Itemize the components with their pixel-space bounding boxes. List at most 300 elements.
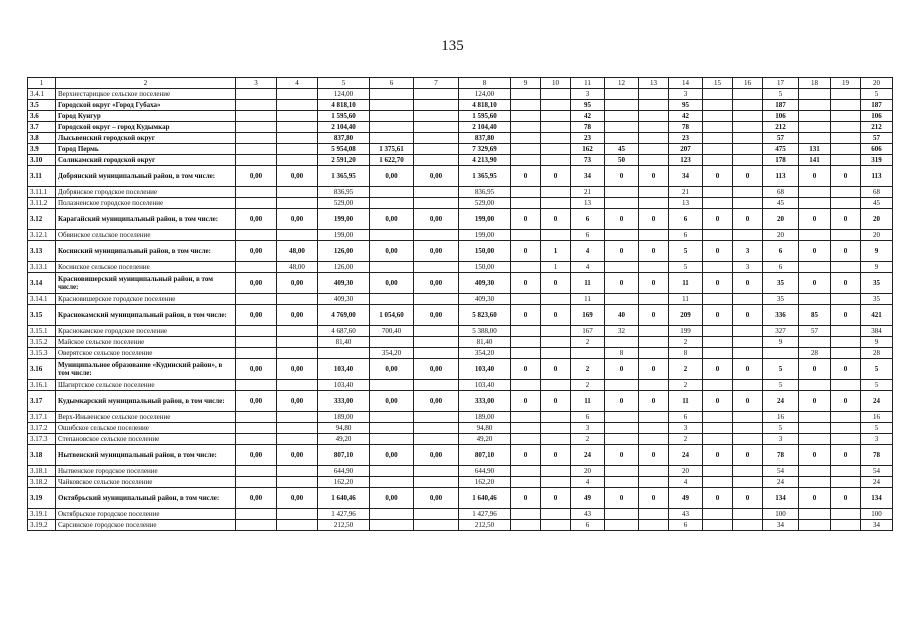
value-cell (703, 89, 733, 100)
value-cell (236, 434, 277, 445)
value-cell: 45 (605, 144, 639, 155)
row-name-cell: Городской округ «Город Губаха» (56, 100, 236, 111)
value-cell (605, 423, 639, 434)
value-cell: 199,00 (318, 209, 370, 230)
value-cell (370, 477, 414, 488)
header-cell: 8 (459, 78, 511, 89)
value-cell: 9 (763, 337, 799, 348)
value-cell: 113 (861, 166, 893, 187)
row-code-cell: 3.17 (28, 391, 56, 412)
value-cell (799, 380, 831, 391)
value-cell: 0 (733, 166, 763, 187)
value-cell (703, 337, 733, 348)
value-cell (277, 198, 318, 209)
row-name-cell: Верхнестарицкое сельское поселение (56, 89, 236, 100)
row-code-cell: 3.17.1 (28, 412, 56, 423)
value-cell (605, 337, 639, 348)
value-cell (831, 412, 861, 423)
row-name-cell: Соликамский городской округ (56, 155, 236, 166)
value-cell (277, 89, 318, 100)
value-cell: 0,00 (414, 241, 459, 262)
row-code-cell: 3.6 (28, 111, 56, 122)
value-cell (511, 133, 541, 144)
value-cell: 0 (541, 359, 571, 380)
row-code-cell: 3.19 (28, 488, 56, 509)
row-code-cell: 3.14 (28, 273, 56, 294)
table-row (28, 198, 893, 209)
value-cell: 0 (511, 209, 541, 230)
value-cell (703, 326, 733, 337)
value-cell: 6 (763, 241, 799, 262)
value-cell: 5 954,08 (318, 144, 370, 155)
value-cell (639, 122, 669, 133)
value-cell (703, 466, 733, 477)
value-cell: 409,30 (459, 273, 511, 294)
value-cell (318, 348, 370, 359)
value-cell (733, 144, 763, 155)
value-cell: 0 (605, 445, 639, 466)
value-cell (414, 466, 459, 477)
value-cell: 2 (571, 434, 605, 445)
value-cell (511, 348, 541, 359)
header-row (28, 78, 893, 89)
table-row (28, 305, 893, 326)
value-cell: 0 (733, 359, 763, 380)
value-cell: 43 (669, 509, 703, 520)
row-code-cell: 3.18 (28, 445, 56, 466)
value-cell (733, 412, 763, 423)
value-cell: 0 (541, 445, 571, 466)
table-row (28, 445, 893, 466)
value-cell: 0 (799, 209, 831, 230)
value-cell (370, 294, 414, 305)
value-cell: 0,00 (236, 391, 277, 412)
value-cell (541, 198, 571, 209)
value-cell: 0 (605, 359, 639, 380)
row-name-cell: Ошибское сельское поселение (56, 423, 236, 434)
value-cell: 94,80 (318, 423, 370, 434)
value-cell: 0 (639, 305, 669, 326)
value-cell: 2 (571, 380, 605, 391)
row-code-cell: 3.17.3 (28, 434, 56, 445)
value-cell (703, 100, 733, 111)
value-cell (511, 434, 541, 445)
value-cell: 0 (541, 209, 571, 230)
value-cell (541, 144, 571, 155)
value-cell: 141 (799, 155, 831, 166)
value-cell (236, 348, 277, 359)
row-code-cell: 3.7 (28, 122, 56, 133)
value-cell: 24 (763, 391, 799, 412)
value-cell: 0 (605, 488, 639, 509)
value-cell (277, 294, 318, 305)
value-cell (639, 434, 669, 445)
value-cell: 606 (861, 144, 893, 155)
value-cell: 150,00 (459, 241, 511, 262)
header-cell: 2 (56, 78, 236, 89)
value-cell: 3 (669, 89, 703, 100)
value-cell: 6 (571, 209, 605, 230)
row-code-cell: 3.16 (28, 359, 56, 380)
value-cell: 0,00 (236, 273, 277, 294)
value-cell (799, 230, 831, 241)
value-cell: 0 (733, 305, 763, 326)
value-cell (414, 122, 459, 133)
value-cell (831, 262, 861, 273)
value-cell: 0,00 (236, 166, 277, 187)
row-code-cell: 3.5 (28, 100, 56, 111)
value-cell (236, 111, 277, 122)
table-row (28, 122, 893, 133)
value-cell: 57 (861, 133, 893, 144)
row-name-cell: Нытвенское городское поселение (56, 466, 236, 477)
value-cell: 209 (669, 305, 703, 326)
value-cell: 0 (733, 391, 763, 412)
value-cell: 1 375,61 (370, 144, 414, 155)
value-cell (511, 337, 541, 348)
value-cell (831, 348, 861, 359)
value-cell: 3 (571, 423, 605, 434)
value-cell: 100 (861, 509, 893, 520)
value-cell: 0,00 (277, 273, 318, 294)
value-cell: 0 (511, 273, 541, 294)
value-cell: 3 (669, 423, 703, 434)
value-cell (605, 509, 639, 520)
value-cell: 106 (763, 111, 799, 122)
value-cell: 0,00 (277, 445, 318, 466)
value-cell: 2 (669, 380, 703, 391)
value-cell (414, 434, 459, 445)
row-code-cell: 3.13 (28, 241, 56, 262)
value-cell: 189,00 (318, 412, 370, 423)
value-cell: 333,00 (318, 391, 370, 412)
value-cell (733, 294, 763, 305)
value-cell: 0 (639, 273, 669, 294)
value-cell (414, 326, 459, 337)
header-cell: 11 (571, 78, 605, 89)
value-cell (799, 434, 831, 445)
value-cell: 49 (571, 488, 605, 509)
value-cell (541, 520, 571, 531)
value-cell: 837,80 (318, 133, 370, 144)
value-cell (799, 294, 831, 305)
value-cell: 0 (703, 445, 733, 466)
value-cell (733, 380, 763, 391)
value-cell (799, 122, 831, 133)
value-cell: 212,50 (318, 520, 370, 531)
value-cell (414, 262, 459, 273)
row-name-cell: Майское сельское поселение (56, 337, 236, 348)
value-cell: 1 595,60 (459, 111, 511, 122)
value-cell: 134 (763, 488, 799, 509)
value-cell: 81,40 (318, 337, 370, 348)
value-cell (277, 509, 318, 520)
table-row (28, 488, 893, 509)
table-row (28, 337, 893, 348)
value-cell (277, 111, 318, 122)
value-cell (733, 230, 763, 241)
value-cell: 2 591,20 (318, 155, 370, 166)
value-cell (277, 122, 318, 133)
value-cell (831, 187, 861, 198)
value-cell: 0 (703, 488, 733, 509)
value-cell: 644,90 (459, 466, 511, 477)
table-row (28, 230, 893, 241)
row-code-cell: 3.18.2 (28, 477, 56, 488)
value-cell: 0 (703, 241, 733, 262)
value-cell (639, 477, 669, 488)
value-cell: 0,00 (277, 391, 318, 412)
value-cell: 13 (571, 198, 605, 209)
value-cell: 6 (763, 262, 799, 273)
value-cell: 0 (831, 445, 861, 466)
value-cell (414, 144, 459, 155)
value-cell (541, 423, 571, 434)
value-cell: 1 640,46 (459, 488, 511, 509)
value-cell: 34 (763, 520, 799, 531)
value-cell: 0,00 (236, 305, 277, 326)
value-cell: 123 (669, 155, 703, 166)
value-cell: 0,00 (236, 209, 277, 230)
value-cell: 81,40 (459, 337, 511, 348)
value-cell (414, 423, 459, 434)
value-cell (370, 423, 414, 434)
value-cell (733, 326, 763, 337)
value-cell: 0 (511, 305, 541, 326)
table-row (28, 209, 893, 230)
value-cell (277, 348, 318, 359)
value-cell: 3 (861, 434, 893, 445)
value-cell: 333,00 (459, 391, 511, 412)
table-row (28, 155, 893, 166)
value-cell: 319 (861, 155, 893, 166)
value-cell: 8 (669, 348, 703, 359)
value-cell (541, 294, 571, 305)
value-cell (799, 337, 831, 348)
value-cell (605, 434, 639, 445)
value-cell (831, 294, 861, 305)
value-cell (236, 509, 277, 520)
value-cell: 0,00 (414, 445, 459, 466)
row-name-cell: Город Кунгур (56, 111, 236, 122)
table-row (28, 187, 893, 198)
value-cell (236, 230, 277, 241)
table-row (28, 89, 893, 100)
value-cell (236, 100, 277, 111)
value-cell (414, 294, 459, 305)
value-cell (831, 434, 861, 445)
value-cell: 212,50 (459, 520, 511, 531)
value-cell: 0 (639, 445, 669, 466)
value-cell: 384 (861, 326, 893, 337)
row-code-cell: 3.19.1 (28, 509, 56, 520)
value-cell: 0 (799, 241, 831, 262)
value-cell: 0 (799, 166, 831, 187)
value-cell: 34 (669, 166, 703, 187)
value-cell: 28 (861, 348, 893, 359)
value-cell: 189,00 (459, 412, 511, 423)
data-table (27, 77, 893, 531)
value-cell: 162,20 (318, 477, 370, 488)
value-cell (414, 89, 459, 100)
value-cell (831, 509, 861, 520)
value-cell (799, 111, 831, 122)
value-cell: 0 (733, 445, 763, 466)
value-cell (639, 466, 669, 477)
table-row (28, 520, 893, 531)
row-code-cell: 3.11.2 (28, 198, 56, 209)
row-name-cell: Городской округ – город Кудымкар (56, 122, 236, 133)
value-cell: 0 (831, 359, 861, 380)
value-cell: 0 (799, 488, 831, 509)
value-cell: 48,00 (277, 241, 318, 262)
value-cell: 1 054,60 (370, 305, 414, 326)
row-name-cell: Добрянский муниципальный район, в том числе: (56, 166, 236, 187)
row-name-cell: Чайковское сельское поселение (56, 477, 236, 488)
value-cell: 100 (763, 509, 799, 520)
value-cell (414, 111, 459, 122)
value-cell (733, 520, 763, 531)
value-cell (236, 412, 277, 423)
value-cell: 169 (571, 305, 605, 326)
value-cell: 0 (639, 166, 669, 187)
value-cell: 103,40 (318, 380, 370, 391)
value-cell (511, 111, 541, 122)
value-cell: 45 (763, 198, 799, 209)
value-cell: 700,40 (370, 326, 414, 337)
table-row (28, 273, 893, 294)
value-cell (511, 230, 541, 241)
value-cell: 34 (861, 520, 893, 531)
value-cell: 49,20 (318, 434, 370, 445)
value-cell: 0 (541, 391, 571, 412)
value-cell: 0,00 (236, 241, 277, 262)
value-cell (236, 89, 277, 100)
value-cell: 7 329,69 (459, 144, 511, 155)
value-cell (511, 100, 541, 111)
value-cell: 73 (571, 155, 605, 166)
value-cell (639, 187, 669, 198)
value-cell: 2 (669, 337, 703, 348)
value-cell: 54 (861, 466, 893, 477)
row-name-cell: Октябрьский муниципальный район, в том числе: (56, 488, 236, 509)
value-cell (831, 326, 861, 337)
value-cell: 5 (763, 359, 799, 380)
row-code-cell: 3.13.1 (28, 262, 56, 273)
value-cell (733, 198, 763, 209)
value-cell (639, 326, 669, 337)
value-cell (639, 380, 669, 391)
value-cell: 4 (571, 241, 605, 262)
value-cell (799, 133, 831, 144)
value-cell: 6 (571, 412, 605, 423)
value-cell: 4 (571, 477, 605, 488)
value-cell: 5 (861, 359, 893, 380)
value-cell: 0,00 (414, 359, 459, 380)
value-cell (370, 133, 414, 144)
value-cell: 0,00 (236, 488, 277, 509)
value-cell (831, 89, 861, 100)
value-cell (541, 89, 571, 100)
value-cell (831, 155, 861, 166)
value-cell: 836,95 (318, 187, 370, 198)
table-row (28, 477, 893, 488)
value-cell: 3 (733, 262, 763, 273)
value-cell: 45 (861, 198, 893, 209)
value-cell: 34 (571, 166, 605, 187)
row-code-cell: 3.11 (28, 166, 56, 187)
value-cell: 85 (799, 305, 831, 326)
value-cell (571, 348, 605, 359)
value-cell: 0,00 (414, 305, 459, 326)
row-code-cell: 3.15.1 (28, 326, 56, 337)
value-cell (733, 477, 763, 488)
row-code-cell: 3.12.1 (28, 230, 56, 241)
value-cell (639, 423, 669, 434)
value-cell (277, 434, 318, 445)
value-cell (605, 89, 639, 100)
value-cell: 0,00 (370, 209, 414, 230)
value-cell (639, 262, 669, 273)
value-cell (370, 337, 414, 348)
value-cell: 48,00 (277, 262, 318, 273)
header-cell: 20 (861, 78, 893, 89)
table-row (28, 391, 893, 412)
value-cell (277, 187, 318, 198)
row-name-cell: Карагайский муниципальный район, в том числе: (56, 209, 236, 230)
value-cell (277, 423, 318, 434)
value-cell: 354,20 (370, 348, 414, 359)
header-cell: 14 (669, 78, 703, 89)
value-cell (733, 337, 763, 348)
value-cell: 103,40 (459, 380, 511, 391)
value-cell (703, 155, 733, 166)
value-cell: 5 (861, 89, 893, 100)
value-cell (277, 100, 318, 111)
value-cell (370, 198, 414, 209)
value-cell: 20 (763, 230, 799, 241)
value-cell (414, 337, 459, 348)
value-cell (541, 434, 571, 445)
value-cell: 0,00 (236, 445, 277, 466)
value-cell (277, 230, 318, 241)
value-cell: 5 823,60 (459, 305, 511, 326)
row-name-cell: Верх-Иньвенское сельское поселение (56, 412, 236, 423)
value-cell: 6 (571, 520, 605, 531)
value-cell: 529,00 (318, 198, 370, 209)
value-cell: 0 (605, 209, 639, 230)
value-cell (511, 466, 541, 477)
header-cell: 13 (639, 78, 669, 89)
value-cell: 2 (571, 359, 605, 380)
value-cell: 187 (861, 100, 893, 111)
value-cell: 178 (763, 155, 799, 166)
value-cell: 2 104,40 (459, 122, 511, 133)
value-cell: 78 (571, 122, 605, 133)
value-cell (236, 520, 277, 531)
value-cell: 126,00 (318, 262, 370, 273)
value-cell: 0,00 (414, 273, 459, 294)
value-cell: 167 (571, 326, 605, 337)
value-cell (733, 155, 763, 166)
header-cell: 1 (28, 78, 56, 89)
row-name-cell: Полазненское городское поселение (56, 198, 236, 209)
header-cell: 3 (236, 78, 277, 89)
value-cell: 0 (799, 273, 831, 294)
value-cell (277, 133, 318, 144)
value-cell: 199,00 (318, 230, 370, 241)
value-cell: 24 (571, 445, 605, 466)
